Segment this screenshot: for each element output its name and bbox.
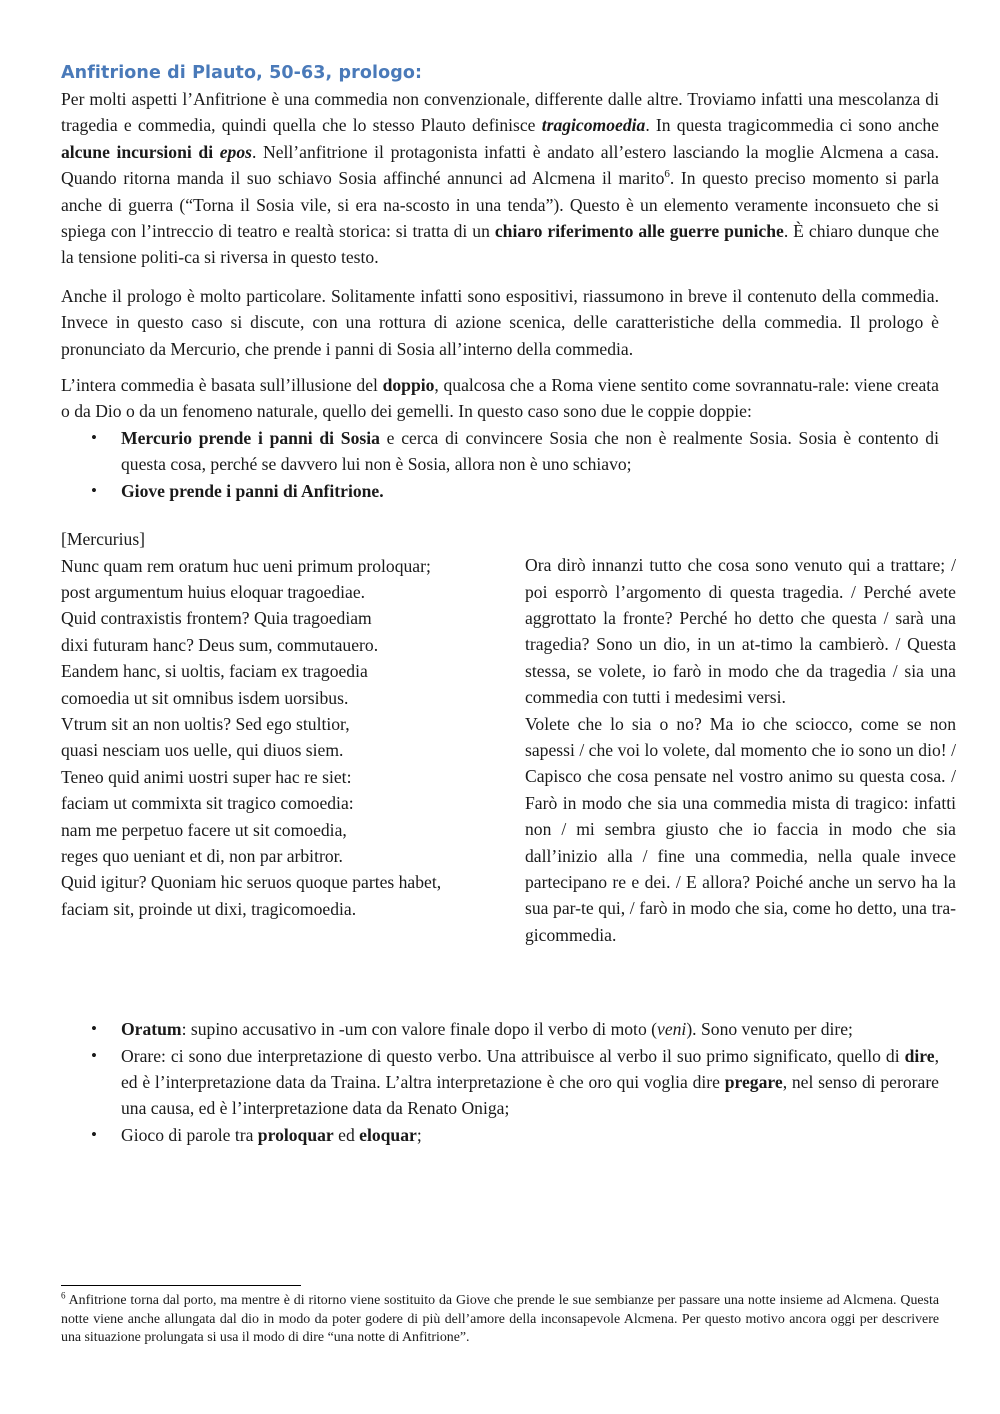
text: , qualcosa che a Roma viene sentito come sovrannatu-rale: viene creata o da Dio o da un fenomeno naturale, quello dei gemelli. In questo caso sono due le coppie doppie: xyxy=(61,375,939,422)
verse-line: Quid igitur? Quoniam hic seruos quoque partes habet, xyxy=(61,872,442,893)
footnote-separator xyxy=(61,1285,301,1286)
verse-line: dixi futuram hanc? Deus sum, commutauero. xyxy=(61,634,379,655)
emphasis: Mercurio prende i panni di Sosia xyxy=(121,427,380,448)
verse-line: post argumentum huius eloquar tragoediae. xyxy=(61,581,366,602)
emphasis: Oratum xyxy=(121,1019,182,1040)
text: , ed è l’interpretazione data da Traina. L’altra interpretazione è che oro qui voglia dire xyxy=(121,1045,939,1092)
emphasis: eloquar xyxy=(359,1124,417,1145)
section-title: Anfitrione di Plauto, 50-63, prologo: xyxy=(61,63,423,83)
list-item xyxy=(121,478,939,504)
emphasis: veni xyxy=(657,1019,687,1040)
verse-line: Vtrum sit an non uoltis? Sed ego stultior, xyxy=(61,713,350,734)
text: . In questa tragicommedia ci sono anche xyxy=(645,115,939,136)
doubles-list xyxy=(61,425,939,504)
verse-line: nam me perpetuo facere ut sit comoedia, xyxy=(61,819,347,840)
verse-line: reges quo ueniant et di, non par arbitror. xyxy=(61,845,343,866)
verse-line: faciam sit, proinde ut dixi, tragicomoedia. xyxy=(61,898,357,919)
notes-list xyxy=(61,1016,939,1148)
text: Orare: ci sono due interpretazione di questo verbo. Una attribuisce al verbo il suo primo significato, quello di xyxy=(121,1045,905,1066)
text: . È chiaro dunque che la tensione politi-ca si riversa in questo testo. xyxy=(61,221,940,268)
verse-line: comoedia ut sit omnibus isdem uorsibus. xyxy=(61,687,349,708)
text: ed xyxy=(333,1124,360,1145)
prologue-paragraph: Anche il prologo è molto particolare. Solitamente infatti sono espositivi, riassumono in breve il contenuto della commedia. Invece in questo caso si discute, con una rottura di azione scenica, delle caratteristiche della commedia. Il prologo è pronunciato da Mercurio, che prende i panni di Sosia all’interno della commedia. xyxy=(61,285,939,359)
text: L’intera commedia è basata sull’illusione del xyxy=(61,375,383,396)
text: ). Sono venuto per dire; xyxy=(686,1019,853,1040)
text: . Nell’anfitrione il protagonista infatti è andato all’estero lasciando la moglie Alcmena a casa. Quando ritorna manda il suo schiavo Sosia affinché annunci ad Alcmena il marito xyxy=(61,141,939,189)
emphasis: dire xyxy=(904,1045,935,1066)
document-page xyxy=(61,60,956,1148)
footnote-number: 6 xyxy=(61,1290,66,1301)
verse-line: Nunc quam rem oratum huc ueni primum proloquar; xyxy=(61,555,431,576)
emphasis: tragicomoedia xyxy=(541,115,646,136)
text: e cerca di convincere Sosia che non è realmente Sosia. Sosia è contento di questa cosa, perché se davvero lui non è Sosia, allora non è uno schiavo; xyxy=(121,427,939,475)
text: : supino accusativo in -um con valore finale dopo il verbo di moto ( xyxy=(181,1019,658,1040)
emphasis: Giove prende i panni di Anfitrione. xyxy=(121,480,384,501)
intro-paragraph xyxy=(61,86,939,271)
double-paragraph xyxy=(61,372,939,425)
footnote-ref[interactable]: 6 xyxy=(664,168,670,181)
parallel-text xyxy=(61,526,956,1008)
text: Gioco di parole tra xyxy=(121,1124,258,1145)
verse-line: Teneo quid animi uostri super hac re siet: xyxy=(61,766,352,787)
verse-line: faciam ut commixta sit tragico comoedia: xyxy=(61,793,354,814)
footnote xyxy=(61,1292,939,1348)
emphasis: doppio xyxy=(382,375,435,396)
emphasis: pregare xyxy=(724,1071,783,1092)
text: , nel senso di perorare una causa, ed è l’interpretazione data da Renato Oniga; xyxy=(121,1071,939,1119)
list-item xyxy=(121,425,939,478)
speaker-label: [Mercurius] xyxy=(61,529,146,550)
verse-line: Eandem hanc, si uoltis, faciam ex tragoedia xyxy=(61,661,368,682)
translation-paragraph: Ora dirò innanzi tutto che cosa sono venuto qui a trattare; / poi esporrò l’argomento di questa tragedia. / Perché avete aggrottato la fronte? Perché ho detto che questa / sarà una tragedia? Sono un dio, in un at-timo la cambierò. / Questa stessa, se volete, io farò in modo che da tragedia / sia una commedia con tutti i medesimi versi. xyxy=(525,555,956,708)
italian-translation xyxy=(525,552,956,948)
emphasis: alcune incursioni di xyxy=(61,141,220,162)
text: ; xyxy=(416,1124,422,1145)
list-item xyxy=(121,1043,939,1122)
emphasis: epos xyxy=(219,141,252,162)
emphasis: proloquar xyxy=(257,1124,334,1145)
list-item xyxy=(121,1016,939,1042)
verse-line: Quid contraxistis frontem? Quia tragoediam xyxy=(61,608,372,629)
latin-text xyxy=(61,526,501,922)
text: . In questo preciso momento si parla anche di guerra (“Torna il Sosia vile, si era na-scosto in una tenda”). Questo è un elemento veramente inconsueto che si spiega con l’intreccio di teatro e realtà storica: si tratta di un xyxy=(61,168,939,242)
emphasis: chiaro riferimento alle guerre puniche xyxy=(494,221,784,242)
translation-paragraph: Volete che lo sia o no? Ma io che sciocco, come se non sapessi / che voi lo volete, dal momento che io sono un dio! / Capisco che cosa pensate nel vostro animo su questa cosa. / Farò in modo che sia una commedia mista di tragico: infatti non / mi sembra giusto che io faccia in modo che sia dall’inizio alla / fine una commedia, nella quale invece partecipano re e dei. / E allora? Poiché anche un servo ha la sua par-te qui, / farò in modo che sia, come ho detto, una tra-gicommedia. xyxy=(525,713,956,945)
footnote-text: Anfitrione torna dal porto, ma mentre è di ritorno viene sostituito da Giove che prende le sue sembianze per passare una notte insieme ad Alcmena. Questa notte viene anche allungata dal dio in modo da poter godere di più dell’amore della inconsapevole Alcmena. Per questo motivo ancora oggi per descrivere una situazione prolungata si usa il modo di dire “una notte di Anfitrione”. xyxy=(61,1293,939,1346)
text: Per molti aspetti l’Anfitrione è una commedia non convenzionale, differente dalle altre. Troviamo infatti una mescolanza di tragedia e commedia, quindi quella che lo stesso Plauto definisce xyxy=(61,89,939,136)
verse-line: quasi nesciam uos uelle, qui diuos siem. xyxy=(61,740,344,761)
list-item xyxy=(121,1122,939,1148)
